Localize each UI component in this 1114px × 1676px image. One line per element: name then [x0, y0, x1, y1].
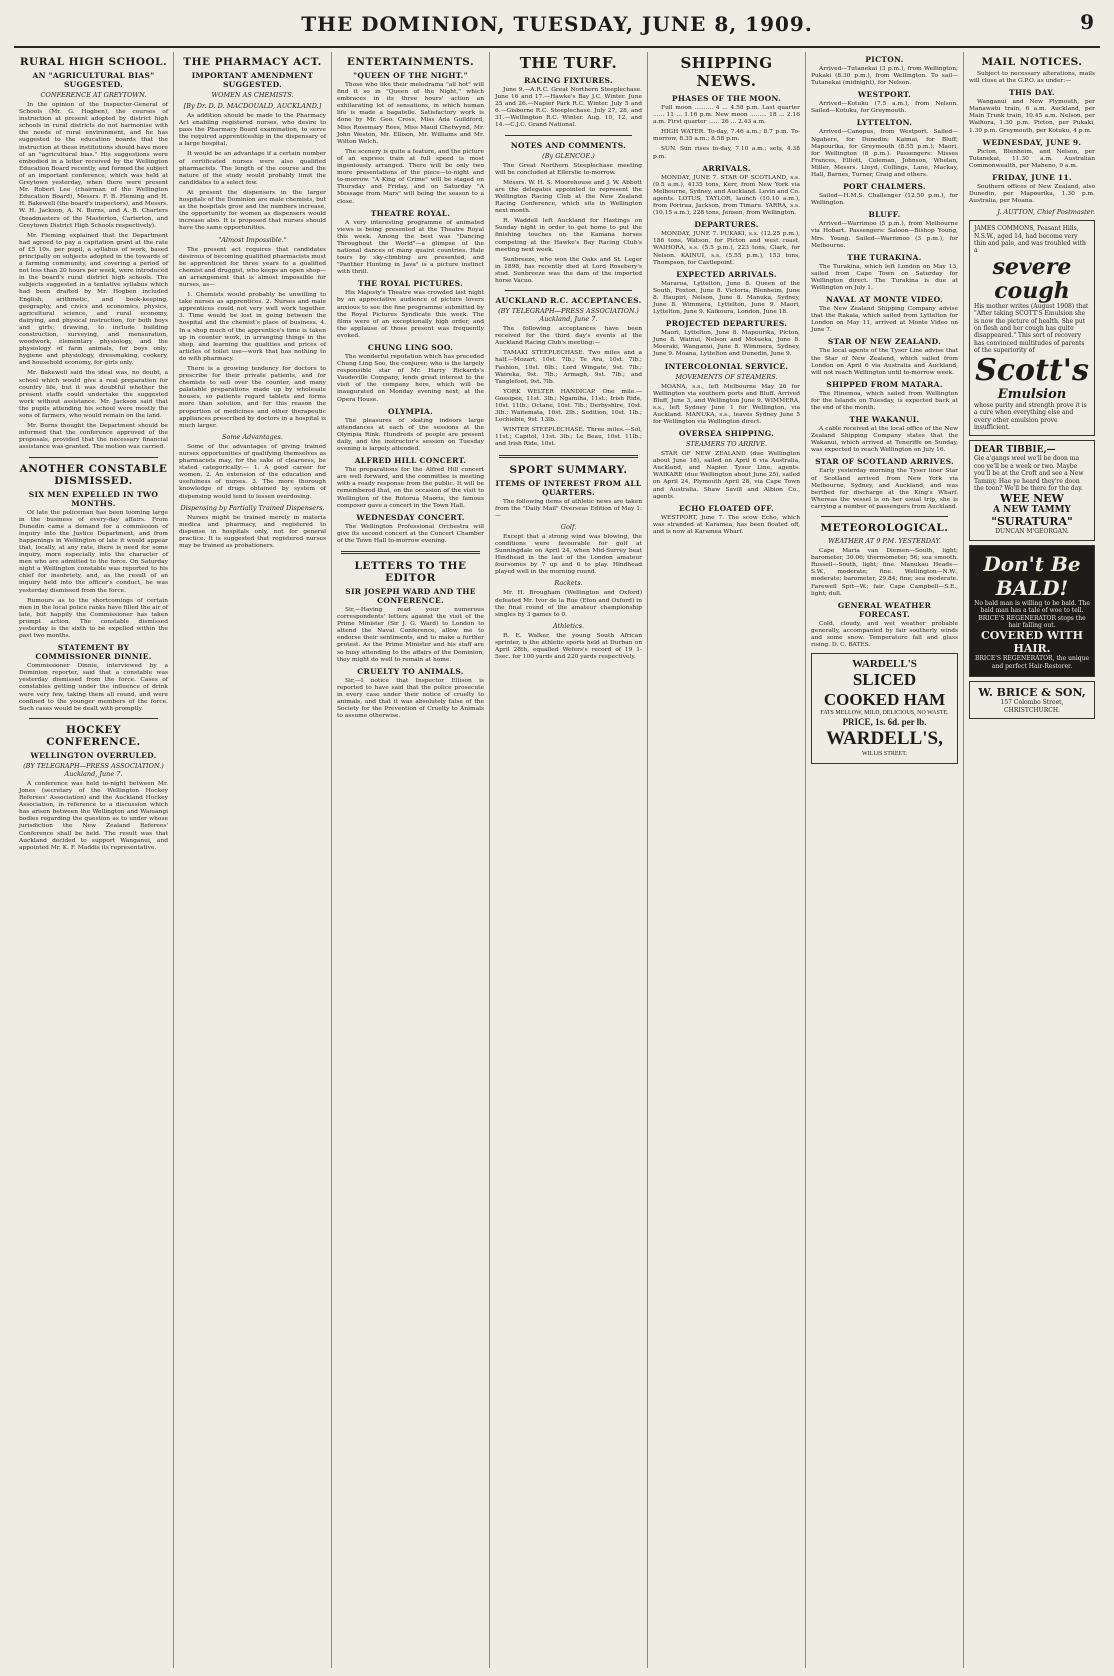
article-paragraph: R. Waddell left Auckland for Hastings on Sunday night in order to get home to put the finishing touches on the Kamana horses competing at the Hawke's Bay Racing Club's meeting next week. — [495, 218, 642, 253]
article-paragraph: Southern offices of New Zealand, also Dunedin, per Mapourika, 1.30 p.m. Australia, per Moana. — [969, 183, 1095, 205]
ad-price: PRICE, 1s. 6d. per lb. — [842, 717, 927, 728]
brices-regenerator-ad — [969, 545, 1095, 677]
subhead: AN "AGRICULTURAL BIAS" SUGGESTED. — [32, 71, 155, 89]
ad-address: WILLIS STREET. — [862, 751, 907, 758]
article-paragraph: The New Zealand Shipping Company advise that the Rakaia, which sailed from Lyttelton for London on May 11, arrived at Monte Video on June 7. — [811, 306, 958, 334]
subhead: PROJECTED DEPARTURES. — [665, 319, 788, 329]
article-paragraph: Mr. H. Brougham (Wellington and Oxford) defeated Mr. Ivor de la Rue (Eton and Oxford) in the final round of the amateur championship singles by 3 games to 0. — [495, 590, 642, 618]
article-paragraph: Arrived—Tutanekai (3 p.m.), from Wellington; Pukaki (8.30 p.m.), from Wellington. To sail—Tutanekai (midnight), for Nelson. — [811, 66, 958, 87]
article-paragraph: Sir,—Having read your numerous correspondents' letters against the visit of the Prime Minister (Sir J. G. Ward) to London to attend the Naval Conference, allow me to endorse their sentiments, and to make a further protest. As the Prime Minister and his staff are so busy attending to the affairs of the Dominion, they might do well to remain at home. — [337, 606, 484, 663]
subhead: THE ROYAL PICTURES. — [358, 279, 463, 289]
article-paragraph: June 9.—A.R.C. Great Northern Steeplechase. June 16 and 17.—Hawke's Bay J.C. Winter. June 25 and 26.—Napier Park R.C. Winter. July 5 and 6.—Gisborne R.C. Steeplechase. July 27, 28, and 31.—Wellington R.C. Winter. Aug. 10, 12, and 14.—C.J.C. Grand National. — [495, 87, 642, 129]
subhead: ITEMS OF INTEREST FROM ALL QUARTERS. — [495, 478, 642, 497]
article-paragraph: YORK WELTER HANDICAP. One mile.—Gossipee, 11st. 3lb.; Ngamiha, 11st.; Irish Ride, 10st. 11lb.; Octane, 10st. 7lb.; Derbyshire, 10st. 3lb.; Waitemata, 10st. 2lb.; Sedition, 10st. 1lb.; Lochiebie, 9st. 13lb. — [495, 388, 642, 424]
article-paragraph: His Majesty's Theatre was crowded last night by an appreciative audience of picture lovers anxious to see the fine programme submitted by the Royal Pictures Syndicate this week. The films were of an exceptionally high order, and the applause of those present was frequently evoked. — [337, 290, 484, 339]
article-paragraph: MOANA, s.s., left Melbourne May 26 for Wellington via southern ports and Bluff. Arrived Bluff, June 3, and Wellington June 9. WIMMERA, s.s., left Sydney June 1 for Wellington, via Auckland. MANUKA, s.s., leaves Sydney June 5 for Wellington via Wellington direct. — [653, 383, 800, 425]
ad-brand: WEE NEW — [1000, 492, 1064, 506]
headline-meteorological: METEOROLOGICAL. — [820, 522, 949, 535]
article-paragraph: The present act requires that candidates desirous of becoming qualified pharmacists must be apprenticed for three years to a qualified chemist and druggist, who keeps an open shop—an arrangement that is almost impossible for nurses, as— — [179, 246, 326, 288]
article-paragraph: Sunbreeze, who won the Oaks and St. Leger in 1898, has recently died at Lord Rosebery's stud. Sunbreeze was the dam of the imported horse Vacuo. — [495, 256, 642, 284]
article-paragraph: As addition should be made to the Pharmacy Act enabling registered nurses, who desire to pass the Pharmacy Board examination, to serve the required apprenticeship in the dispensary of a large hospital. — [179, 113, 326, 148]
subhead: NOTES AND COMMENTS. — [510, 140, 627, 150]
article-paragraph: 1. Chemists would probably be unwilling to take nurses as apprentices. 2. Nurses and male apprentices could not very well work together. 3. Time would be lost in going between the hospital and the chemist's place of business. 4. In a shop much of the apprentice's time is taken up in counter work, in arranging things in the shop, and learning the qualities and prices of articles of toilet use—work that has nothing to do with pharmacy. — [179, 292, 326, 362]
article-paragraph: In the opinion of the Inspector-General of Schools (Mr. G. Hogben), the courses of instruction at present adopted by district high schools in rural districts do not harmonise with the needs of rural environment, and he has suggested to the education boards that the instruction at these institutions should have more of an "agricultural bias." His suggestions were embodied in a letter received by the Wellington Education Board recently, and formed the subject of an important conference, which was held at Greytown yesterday, when there were present Mr. Robert Lee (chairman of the Wellington Education Board), Messrs. F. B. Fleming and H. H. Bakewell (the board's inspectors), and Messrs. W. H. Jackson, A. N. Burns, and A. B. Charters (headmasters of the Masterton, Carterton, and Greytown District High Schools respectively). — [19, 102, 168, 229]
dateline: (BY TELEGRAPH—PRESS ASSOCIATION.) Auckland, June 7. — [23, 761, 164, 778]
article-paragraph: MONDAY, JUNE 7. PUKAKI, s.s. (12.25 p.m.), 186 tons, Watson, for Picton and west coast. WAIHORA, s.s. (5.5 p.m.), 223 tons, Clark, for Nelson. KAINUI, s.s. (5.55 p.m.), 153 tons, Thompson, for Castlepoint. — [653, 231, 800, 266]
headline-pharmacy-act: THE PHARMACY ACT. — [183, 56, 322, 68]
subhead: FRIDAY, JUNE 11. — [992, 172, 1072, 182]
ad-brand: WARDELL'S — [852, 658, 917, 671]
article-paragraph: The scenery is quite a feature, and the picture of an express train at full speed is most ingeniously arranged. There will be only two more presentations of the piece—to-night and to-morrow. "A King of Crime" will be staged on Thursday and Friday, and on Saturday "A Message from Mars" will being the season to a close. — [337, 148, 484, 205]
article-paragraph: Cape Maria van Diemen—South, light; barometer, 30.06; thermometer, 56; sea smooth. Russell—South, light; fine. Manukau Heads—S.W., moderate; fine. Wellington—N.W., moderate; barometer, 29.84; fine; sea moderate. Farewell Spit—W.; fair. Cape Campbell—S.E., light; dull. — [811, 548, 958, 597]
suratura-ad — [969, 440, 1095, 540]
article-paragraph: Rumours as to the shortcomings of certain men in the local police ranks have filled the air of late, but happily the Commissioner has taken prompt action. The constable dismissed yesterday is the sixth to be expelled within the past two months. — [19, 597, 168, 640]
subhead: DEPARTURES. — [694, 220, 759, 230]
subhead: Golf. — [560, 522, 577, 531]
subhead: IMPORTANT AMENDMENT SUGGESTED. — [191, 71, 314, 89]
subhead: AUCKLAND R.C. ACCEPTANCES. — [495, 296, 642, 306]
subhead: WESTPORT. — [857, 90, 912, 100]
article-paragraph: R. E. Walker, the young South African sprinter, is the athletic sports held at Durban on April 28th, equalled Wefers's record of 19 1-5sec. for 100 yards and 220 yards respectively. — [495, 632, 642, 661]
column-1 — [14, 52, 174, 1668]
ad-body: whose purity and strength prove it is a cure when everything else and every other emulsion prove insufficient. — [974, 401, 1087, 431]
divider — [499, 455, 638, 458]
ad-brand: W. BRICE & SON, — [978, 686, 1086, 700]
subhead: WOMEN AS CHEMISTS. — [211, 91, 294, 99]
article-paragraph: Some of the advantages of giving trained nurses opportunities of qualifying themselves as pharmacists may, for the sake of clearness, be stated categorically:— 1. A good career for women. 2. An extension of the education and usefulness of nurses. 3. The more thorough knowledge of drugs obtained by system of dispensing would tend to lessen overdosing. — [179, 443, 326, 500]
subhead: LYTTELTON. — [856, 118, 913, 128]
subhead: NAVAL AT MONTE VIDEO. — [826, 295, 943, 305]
article-paragraph: Picton, Blenheim, and Nelson, per Tutanekai, 11.30 a.m. Australian Commonwealth, per Maheno, 9 a.m. — [969, 148, 1095, 169]
divider — [505, 135, 632, 136]
ad-signature: DUNCAN M'GEORGAN. — [995, 528, 1069, 536]
headline-hockey-conference: HOCKEY CONFERENCE. — [46, 723, 141, 748]
subhead: STEAMERS TO ARRIVE. — [685, 440, 768, 449]
subhead: EXPECTED ARRIVALS. — [676, 269, 777, 279]
ad-brand: COVERED WITH HAIR. — [980, 629, 1084, 656]
byline: [By Dr. D. D. MACDOUALD, AUCKLAND.] — [183, 102, 322, 110]
page-number: 9 — [1080, 10, 1094, 34]
article-paragraph: Mr. Bakewell said the ideal was, no doubt, a school which would give a real preparation for country life, but it was doubtful whether the present staffs could undertake the suggested work without assistance. Mr. Jackson said that the pupils attending his school were mostly the sons of farmers, who would remain on the land. — [19, 370, 168, 420]
subhead: THEATRE ROYAL. — [370, 208, 451, 218]
article-paragraph: Sailed—H.M.S. Challenger (12.50 p.m.), for Wellington. — [811, 193, 958, 207]
article-paragraph: There is a growing tendency for doctors to prescribe for their private patients, and for chemists to sell over the counter, and many palatable preparations made up by wholesale houses, so patients regard tablets and forms more than solution, and for this reason the proportion of medicines and other therapeutic appliances prescribed by doctors in a hospital is much larger. — [179, 366, 326, 429]
sun-times: SUN. Sun rises to-day, 7.10 a.m.; sets, 4.38 p.m. — [653, 146, 800, 160]
subhead: STATEMENT BY COMMISSIONER DINNIE. — [35, 643, 152, 662]
subhead: PHASES OF THE MOON. — [671, 94, 782, 103]
subhead: PICTON. — [865, 55, 904, 64]
article-paragraph: Mr. Burns thought the Department should be informed that the conference approved of the proposals, provided that the necessary financial assistance was granted. The motion was carried. — [19, 423, 168, 451]
article-paragraph: The following acceptances have been received for the third day's events at the Auckland Racing Club's meeting:— — [495, 326, 642, 347]
byline: (By GLENCOE.) — [542, 151, 595, 160]
wardells-ham-ad — [811, 653, 958, 764]
subhead: "QUEEN OF THE NIGHT." — [353, 71, 468, 80]
ad-tagline: FATS MELLOW, MILD, DELICIOUS, NO WASTE. — [820, 710, 949, 717]
tide-table: HIGH WATER. To-day, 7.46 a.m.; 8.7 p.m. To-morrow, 8.35 a.m.; 8.58 p.m. — [653, 129, 800, 143]
column-3 — [332, 52, 490, 1668]
signature: J. AUTTON, Chief Postmaster. — [997, 208, 1095, 217]
divider — [341, 551, 480, 554]
moon-table: Full moon .......... 4 ... 4.58 p.m. Last quarter ...... 11 ... 1.16 p.m. New moon ......... 18 ... 2.16 a.m. First quarter ...... 26 ... 2.43 a.m. — [653, 105, 800, 126]
article-paragraph: The following items of athletic news are taken from the "Daily Mail" Overseas Edition of May 1:— — [495, 498, 642, 519]
subhead: STAR OF SCOTLAND ARRIVES. — [815, 457, 954, 467]
article-paragraph: The wonderful reputation which has preceded Chung Ling Soo, the conjurer, who is the largely responsible star of Mr. Harry Rickards's Vaudeville Company, lends great interest to the visit of the company here, which will be inaugurated on Monday evening next, at the Opera House. — [337, 354, 484, 403]
headline-sport-summary: SPORT SUMMARY. — [509, 463, 628, 476]
article-paragraph: Arrived—Kotuku (7.5 a.m.), from Nelson. Sailed—Kotuku, for Greymouth. — [811, 101, 958, 115]
subhead: Dispensing by Partially Trained Dispensers. — [180, 503, 325, 512]
subhead: OVERSEA SHIPPING. — [678, 429, 775, 439]
subhead: ECHO FLOATED OFF. — [678, 503, 774, 513]
article-paragraph: Arrived—Warrimoo (5 p.m.), from Melbourne via Hobart. Passengers: Saloon—Bishop Young, Mrs. Young. Sailed—Warrimoo (3 p.m.), for Melbourne. — [811, 221, 958, 249]
ad-body: JAMES COMMONS, Peasant Hills, N.S.W., aged 14, had become very thin and pale, and was troubled with a — [974, 225, 1086, 255]
article-paragraph: The pleasures of skating indoors large attendances at each of the sessions at the Olympia Rink. Hundreds of people are present daily, and the instructor's session on Tuesday evening is largely attended. — [337, 417, 484, 453]
subhead: INTERCOLONIAL SERVICE. — [664, 361, 789, 371]
ad-address: 157 Colombo Street, CHRISTCHURCH. — [1000, 699, 1064, 714]
article-paragraph: Sir,—I notice that Inspector Ellison is reported to have said that the police prosecute in every case under their notice of cruelty to animals, and that it was absolutely false of the Society for the Prevention of Cruelty to Animals to assume otherwise. — [337, 677, 484, 720]
ad-headline: Don't Be BALD! — [983, 551, 1081, 600]
ad-brand-sub: Emulsion — [997, 386, 1067, 402]
column-7 — [964, 52, 1100, 1668]
article-paragraph: Wanganui and New Plymouth, per Manawatu train, 6 a.m. Auckland, per Main Trunk train, 10.45 a.m. Nelson, per Waihora, 1.30 p.m. Picton, per Pukaki, 1.30 p.m. Greymouth, per Kotuku, 4 p.m. — [969, 99, 1095, 134]
divider — [505, 290, 632, 291]
subhead: RACING FIXTURES. — [524, 76, 613, 85]
subhead: Rackets. — [554, 579, 583, 588]
headline-shipping-news: SHIPPING NEWS. — [680, 54, 773, 90]
article-paragraph: Commissioner Dinnie, interviewed by a Dominion reporter, said that a constable was yesterday dismissed from the force. Cases of constables getting under the influence of drink were very few, taking them all round, and were confined to the younger members of the force. Such cases would be dealt with promptly. — [19, 663, 168, 712]
ad-headline: DEAR TIBBIE,— — [974, 445, 1056, 456]
ad-brand: "SURATURA" — [991, 515, 1073, 529]
article-paragraph: The Wellington Professional Orchestra will give its second concert at the Concert Chamber of the Town Hall to-morrow evening. — [337, 523, 484, 544]
headline-the-turf: THE TURF. — [519, 54, 618, 72]
article-paragraph: Subject to necessary alterations, mails will close at the G.P.O. as under:— — [969, 71, 1095, 85]
ad-headline: SLICED COOKED HAM — [823, 670, 946, 710]
brice-and-son-ad — [969, 681, 1095, 719]
article-paragraph: MONDAY, JUNE 7. STAR OF SCOTLAND, s.s. (9.5 a.m.), 4135 tons, Kerr, from New York via Melbourne, Sydney, and Auckland. Levin and Co. agents. LOTUS, TAYLOR, launch (10.10 a.m.), from Porirua, Jackson, from Timaru. YARRA, s.s. (10.15 a.m.), 228 tons, Jensen, from Wellington. — [653, 174, 800, 217]
column-5 — [648, 52, 806, 1668]
subhead: MOVEMENTS OF STEAMERS. — [675, 372, 778, 381]
subhead: GENERAL WEATHER FORECAST. — [837, 600, 932, 619]
ad-body: No bald man is willing to be bald. The bald man has a tale of woe to tell. BRICE'S REGENERATOR stops the hair falling out. — [974, 599, 1090, 629]
article-paragraph: Except that a strong wind was blowing, the conditions were favourable for golf at Sunningdale on April 24, when Mid-Surrey beat Hindhead in the last of the London amateur foursomes by 7 up and 6 to play. Hindhead played well in the morning round. — [495, 533, 642, 576]
divider — [29, 718, 158, 719]
subhead: WEATHER AT 9 P.M. YESTERDAY. — [828, 537, 941, 546]
ad-body: Gie a'gangs weel we'll be doon ma coo ye'll be a week or two. Maybe you'll be at the Croft and see a New Tammy. Hae ye heard they're doon the toon? We'll be there for the day. — [974, 455, 1084, 492]
article-paragraph: Arrived—Canopus, from Westport. Sailed—Ngahere, for Dunedin; Kaimai, for Bluff; Mapourika, for Greymouth (8.55 p.m.); Maori, for Wellington (8 p.m.). Passengers: Misses Frances, Elliott, Coleman, Johnson, Whelan, Miller, Messrs. Lloyd, Collings, Lane, Mackay, Hall, Barnes, Turner, Craig and others. — [811, 129, 958, 179]
article-paragraph: At present the dispensers in the larger hospitals of the Dominion are male chemists, but as the hospitals grow and the numbers increase, the opportunity for women as dispensers would increase also. It is proposed that nurses should have the same opportunities. — [179, 189, 326, 232]
article-paragraph: The Turakina, which left London on May 13, sailed from Cape Town on Saturday for Wellington direct. The Turakina is due at Wellington on July 1. — [811, 263, 958, 291]
subhead: THE TURAKINA. — [847, 252, 922, 262]
subhead: ARRIVALS. — [702, 163, 751, 173]
article-paragraph: Of late the policeman has been looming large in the business of every-day affairs. From Dunedin came a demand for a commission of inquiry into the Justice Department, and from happenings in Wellington of late it would appear that, locally, at any rate, there is need for some inquiry, more especially into the character of men who are admitted to the force. On Saturday night a Wellington constable was reported to his chief for insobriety, and, as the result of an inquiry held into the officer's conduct, he was yesterday dismissed from the force. — [19, 509, 168, 594]
newspaper-title: THE DOMINION, TUESDAY, JUNE 8, 1909. — [301, 12, 813, 36]
article-paragraph: STAR OF NEW ZEALAND (due Wellington about June 18), sailed on April 6 via Australia, Auckland, and Napier. Tyser Line, agents. WAIKARE (due Wellington about June 25), sailed on April 24, Plymouth April 28, via Cape Town and Australia. Shaw Savill and Albion Co., agents. — [653, 451, 800, 500]
column-6 — [806, 52, 964, 1668]
article-paragraph: A conference was held to-night between Mr. Jones (secretary of the Wellington Hockey Referees' Association) and the Auckland Hockey Association, in reference to a discussion which has arisen between the Wellington and Waiuangi bodies regarding the question as to under whose jurisdiction the New Zealand Referees' Conference shall be held. The result was that Auckland decided to support Wanganui, and appointed Mr. K. F. Maddis its representative. — [19, 780, 168, 851]
subhead: "Almost Impossible." — [218, 235, 287, 244]
ad-body: BRICE'S REGENERATOR, the unique and perfect Hair-Restorer. — [974, 655, 1090, 670]
article-paragraph: A very interesting programme of animated views is being presented at the Theatre Royal this week. Among the best was "Dancing Throughout the World"—a glimpse of the national dances of many quaint countries. Hale tours by sky-climbing are presented, and "Panther Hunting in Java" is a picture instinct with thrill. — [337, 219, 484, 276]
headline-constable-dismissed: ANOTHER CONSTABLE DISMISSED. — [19, 462, 168, 487]
subhead: SHIPPED FROM MATARA. — [826, 379, 943, 389]
article-paragraph: Cold, cloudy, and wet weather probable generally, accompanied by fair southerly winds and some snow. Temperature fall and glass rising. D. C. BATES. — [811, 620, 958, 648]
article-paragraph: WINTER STEEPLECHASE. Three miles.—Sol, 11st.; Capitol, 11st. 3lb.; Le Beau, 10st. 11lb.; and Irish Ride, 10st. — [495, 427, 642, 448]
subhead: PORT CHALMERS. — [843, 182, 926, 192]
subhead: SIX MEN EXPELLED IN TWO MONTHS. — [28, 489, 159, 508]
subhead: BLUFF. — [868, 210, 901, 220]
article-paragraph: The Hinemoa, which sailed from Wellington for the Islands on Tuesday, is expected back at the end of the month. — [811, 390, 958, 411]
article-paragraph: A cable received at the local office of the New Zealand Shipping Company states that the Wakanui, which arrived at Teneriffe on Sunday, was expected to reach Wellington on July 16. — [811, 426, 958, 454]
subhead: OLYMPIA. — [388, 406, 433, 416]
subhead: CONFERENCE AT GREYTOWN. — [40, 91, 147, 99]
subhead: STAR OF NEW ZEALAND. — [827, 337, 942, 347]
article-paragraph: Nurses might be trained merely in materia medica and pharmacy, and registered to dispense in hospitals only, not for general practice. It is suggested that registered nurses may be trained as probationers. — [179, 514, 326, 549]
headline-letters-to-editor: LETTERS TO THE EDITOR — [354, 559, 467, 584]
dateline: (BY TELEGRAPH—PRESS ASSOCIATION.) Auckland, June 7. — [498, 307, 639, 324]
article-paragraph: The local agents of the Tyser Line advise that the Star of New Zealand, which sailed from London on April 6 via Australia and Auckland, will not reach Wellington until to-morrow week. — [811, 348, 958, 376]
article-paragraph: Early yesterday morning the Tyser liner Star of Scotland arrived from New York via Melbourne, Sydney, and Auckland, and was berthed for discharge at the King's Wharf. Whereas the vessel is on her usual trip, she is carrying a number of passengers from Auckland. — [811, 468, 958, 510]
subhead: THE WAKANUI. — [849, 415, 920, 425]
ad-brand: A NEW TAMMY — [993, 505, 1071, 516]
column-4 — [490, 52, 648, 1668]
subhead: WEDNESDAY CONCERT. — [356, 512, 465, 522]
article-paragraph: WESTPORT, June 7. The scow Echo, which was stranded at Karamea, has been floated off, and is now at Karamea Wharf. — [653, 514, 800, 535]
ad-headline: severe cough — [992, 253, 1072, 304]
article-paragraph: It would be an advantage if a certain number of certificated nurses were also qualified pharmacists. The length of the course and the nature of the study would probably limit the candidates to a select few. — [179, 151, 326, 186]
article-paragraph: The Great Northern Steeplechase meeting will be concluded at Ellerslie to-morrow. — [495, 162, 642, 176]
article-paragraph: Maori, Lyttelton, June 8. Mapourika, Picton, June 8. Wainui, Nelson and Motueka, June 8. Moeraki, Wanganui, June 8. Wimmera, Sydney, June 9. Moana, Lyttelton and Dunedin, June 9. — [653, 330, 800, 358]
headline-entertainments: ENTERTAINMENTS. — [346, 56, 475, 68]
subhead: Athletics. — [552, 621, 585, 630]
columns — [14, 52, 1100, 1668]
masthead — [14, 8, 1100, 48]
subhead: CHUNG LING SOO. — [367, 343, 454, 352]
ad-brand: Scott's — [975, 352, 1089, 388]
subhead: WEDNESDAY, JUNE 9. — [982, 137, 1082, 147]
divider — [29, 457, 158, 458]
subhead: ALFRED HILL CONCERT. — [354, 456, 467, 466]
subhead: CRUELTY TO ANIMALS. — [357, 666, 464, 676]
subhead: THIS DAY. — [1009, 88, 1055, 98]
subhead: Some Advantages. — [222, 432, 283, 441]
divider — [821, 516, 948, 517]
headline-rural-high-school: RURAL HIGH SCHOOL. — [19, 56, 168, 68]
article-paragraph: TAMAKI STEEPLECHASE. Two miles and a half.—Mozart, 10st. 7lb.; Te Ara, 10st. 7lb.; Fashion, 10st. 6lb.; Lord Wingate, 9st. 7lb.; Waireka, 9st. 7lb.; Armagh, 9st. 7lb.; and Tanglefoot, 9st. 7lb. — [495, 350, 642, 385]
column-2 — [174, 52, 332, 1668]
article-paragraph: Messrs. W. H. S. Moorehouse and J. W. Abbott are the delegates appointed to represent the Wellington Racing Club at the New Zealand Racing Conference, which sits in Wellington next month. — [495, 179, 642, 215]
scotts-emulsion-ad — [969, 220, 1095, 436]
headline-mail-notices: MAIL NOTICES. — [981, 56, 1083, 68]
subhead: WELLINGTON OVERRULED. — [30, 750, 157, 760]
ad-brand-footer: WARDELL'S, — [826, 728, 943, 750]
article-paragraph: The preparations for the Alfred Hill concert are well forward, and the committee is meeting with a ready response from the public. It will be remembered that, on the occasion of the visit to Wellington of the Rotorua Maoris, the famous composer gave a concert in the Town Hall. — [337, 467, 484, 509]
subhead: SIR JOSEPH WARD AND THE CONFERENCE. — [345, 586, 476, 605]
article-paragraph: Mararoa, Lyttelton, June 8. Queen of the South, Foxton, June 8. Victoria, Blenheim, June 8. Haupiri, Nelson, June 8. Manuka, Sydney, June 8. Wimmera, Lyttelton, June 9. Maori, Lyttelton, June 9. Kaikoura, London, June 18. — [653, 280, 800, 316]
article-paragraph: Those who like their melodrama "all hot" will find it so in "Queen of the Night," which embraces in its three hours' action an exhilarating lot of sensations, in which human life is made a bagatelle. Satisfactory work is done by Mr. Geo. Cross, Miss Ada Guildford, Miss Rosemary Rees, Miss Maud Chetwynd, Mr. John Weston, Mr. Ellison, Mr. Williams and Mr. Wilton Welch. — [337, 82, 484, 145]
article-paragraph: Mr. Fleming explained that the Department had agreed to pay a capitation grant at the rate of £5 10s. per pupil, a syllabus of work, based principally on subjects adopted in the towards of a farming community, and covering a period of not less than 20 hours per week, were introduced in the board's rural district high schools. The subjects suggested in a tentative syllabus which had been drafted by Mr. Hogben included English, arithmetic, and book-keeping, geography, and civics and economics, physics, agricultural science, and rural economy, dairying, and physical instruction, for both boys and girls; drawing, to include building construction, surveying, and mensuration, woodwork, elementary physiology, and the physiology of farm animals, for boys only; hygiene and physiology, dressmaking, cookery, and household economy, for girls only. — [19, 232, 168, 367]
ad-body: His mother writes (August 1908) that "After taking SCOTT'S Emulsion she is now the picture of health. She put on flesh and her cough has quite disappeared." This sort of recovery has convinced multitudes of parents of the superiority of — [974, 302, 1089, 355]
